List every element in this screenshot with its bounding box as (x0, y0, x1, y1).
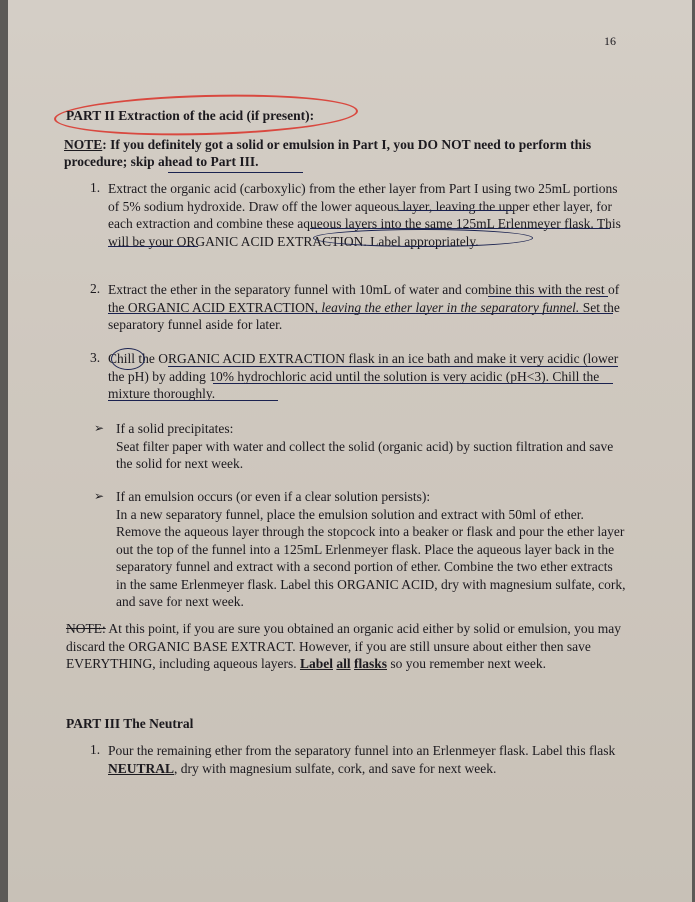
note-text: : If you definitely got a solid or emulsion in Part I, you DO NOT need to perform this procedure; skip ahead to Part III. (64, 137, 592, 169)
step-2-text-a: Extract the ether in the separatory funnel with 10mL of water and combine this with the rest of the ORGANIC ACID EXTRACTION, (108, 282, 620, 315)
neutral-word: NEUTRAL (108, 760, 175, 776)
ink-underline (398, 210, 513, 211)
bullet-1 (116, 420, 626, 473)
ink-underline (108, 246, 198, 247)
note-2-flasks-word: flasks (354, 656, 388, 671)
document-page (8, 0, 692, 902)
ink-underline (488, 296, 608, 297)
bullet-2 (116, 488, 626, 611)
part3-text-a: Pour the remaining ether from the separatory funnel into an Erlenmeyer flask. Label this flask (108, 743, 616, 758)
part2-note (64, 136, 624, 170)
bullet-2-body: In a new separatory funnel, place the emulsion solution and extract with 50ml of ether. Remove the aqueous layer through the stopcock into a beaker or flask and pour the ether layer out the top of the funnel into a 125mL Erlenmeyer flask. Place the aqueous layer back in the separatory funnel and extract with a second portion of ether. Combine the two ether extracts in the same Erlenmeyer flask. Label this ORGANIC ACID, dry with magnesium sulfate, cork, and save for next week. (116, 506, 626, 609)
arrow-bullet-icon: ➢ (94, 421, 105, 435)
note-2-label: NOTE: (66, 621, 106, 636)
bullet-1-heading: If a solid precipitates: (116, 421, 234, 436)
step-2-text-b: Set the separatory funnel aside for later. (108, 299, 620, 332)
step-2-text-italic: leaving the ether layer in the separatory funnel. (321, 299, 580, 315)
step-3-text: Chill the ORGANIC ACID EXTRACTION flask in an ice bath and make it very acidic (lower the pH) by adding 10% hydrochloric acid until the solution is very acidic (pH<3). Chill the mixture thoroughly. (108, 351, 619, 401)
ink-underline (213, 383, 613, 384)
bullet-1-body: Seat filter paper with water and collect the solid (organic acid) by suction filtration and save the solid for next week. (116, 438, 614, 471)
note-2-text-a: At this point, if you are sure you obtained an organic acid either by solid or emulsion, you may discard the ORGANIC BASE EXTRACT. However, if you are still unsure about either then save EVERYTHING, including aqueous layers. (66, 621, 622, 671)
note-2-all-word: all (336, 656, 351, 671)
note-label: NOTE (64, 137, 103, 152)
part3-heading: PART III The Neutral (66, 716, 194, 731)
part3-text-b: , dry with magnesium sulfate, cork, and save for next week. (174, 760, 497, 776)
note-2-text-b: so you remember next week. (387, 656, 546, 671)
note-2 (66, 620, 626, 673)
step-2-text (108, 281, 628, 334)
step-1-text: Extract the organic acid (carboxylic) from the ether layer from Part I using two 25mL portions of 5% sodium hydroxide. Draw off the lower aqueous layer, leaving the upper ether layer, for each extraction and combine these aqueous layers into the same 125mL Erlenmeyer flask. This will be your ORGANIC ACID EXTRACTION. Label appropriately. (108, 181, 621, 249)
ink-underline (168, 172, 303, 173)
ink-circle (313, 229, 533, 247)
part2-heading: PART II Extraction of the acid (if present): (66, 108, 315, 123)
arrow-bullet-icon: ➢ (94, 489, 105, 503)
note-2-label-word: Label (299, 656, 333, 671)
part3-step-text (108, 742, 628, 777)
ink-underline (168, 366, 618, 367)
ink-underline (108, 400, 278, 401)
step-1-number: 1. (90, 180, 101, 195)
page-number: 16 (604, 34, 616, 48)
step-3-number: 3. (90, 350, 101, 365)
ink-underline (108, 313, 613, 314)
part3-step-number: 1. (90, 742, 101, 757)
bullet-2-heading: If an emulsion occurs (or even if a clear solution persists): (116, 489, 431, 504)
ink-circle (111, 348, 145, 370)
step-2-number: 2. (90, 281, 101, 296)
